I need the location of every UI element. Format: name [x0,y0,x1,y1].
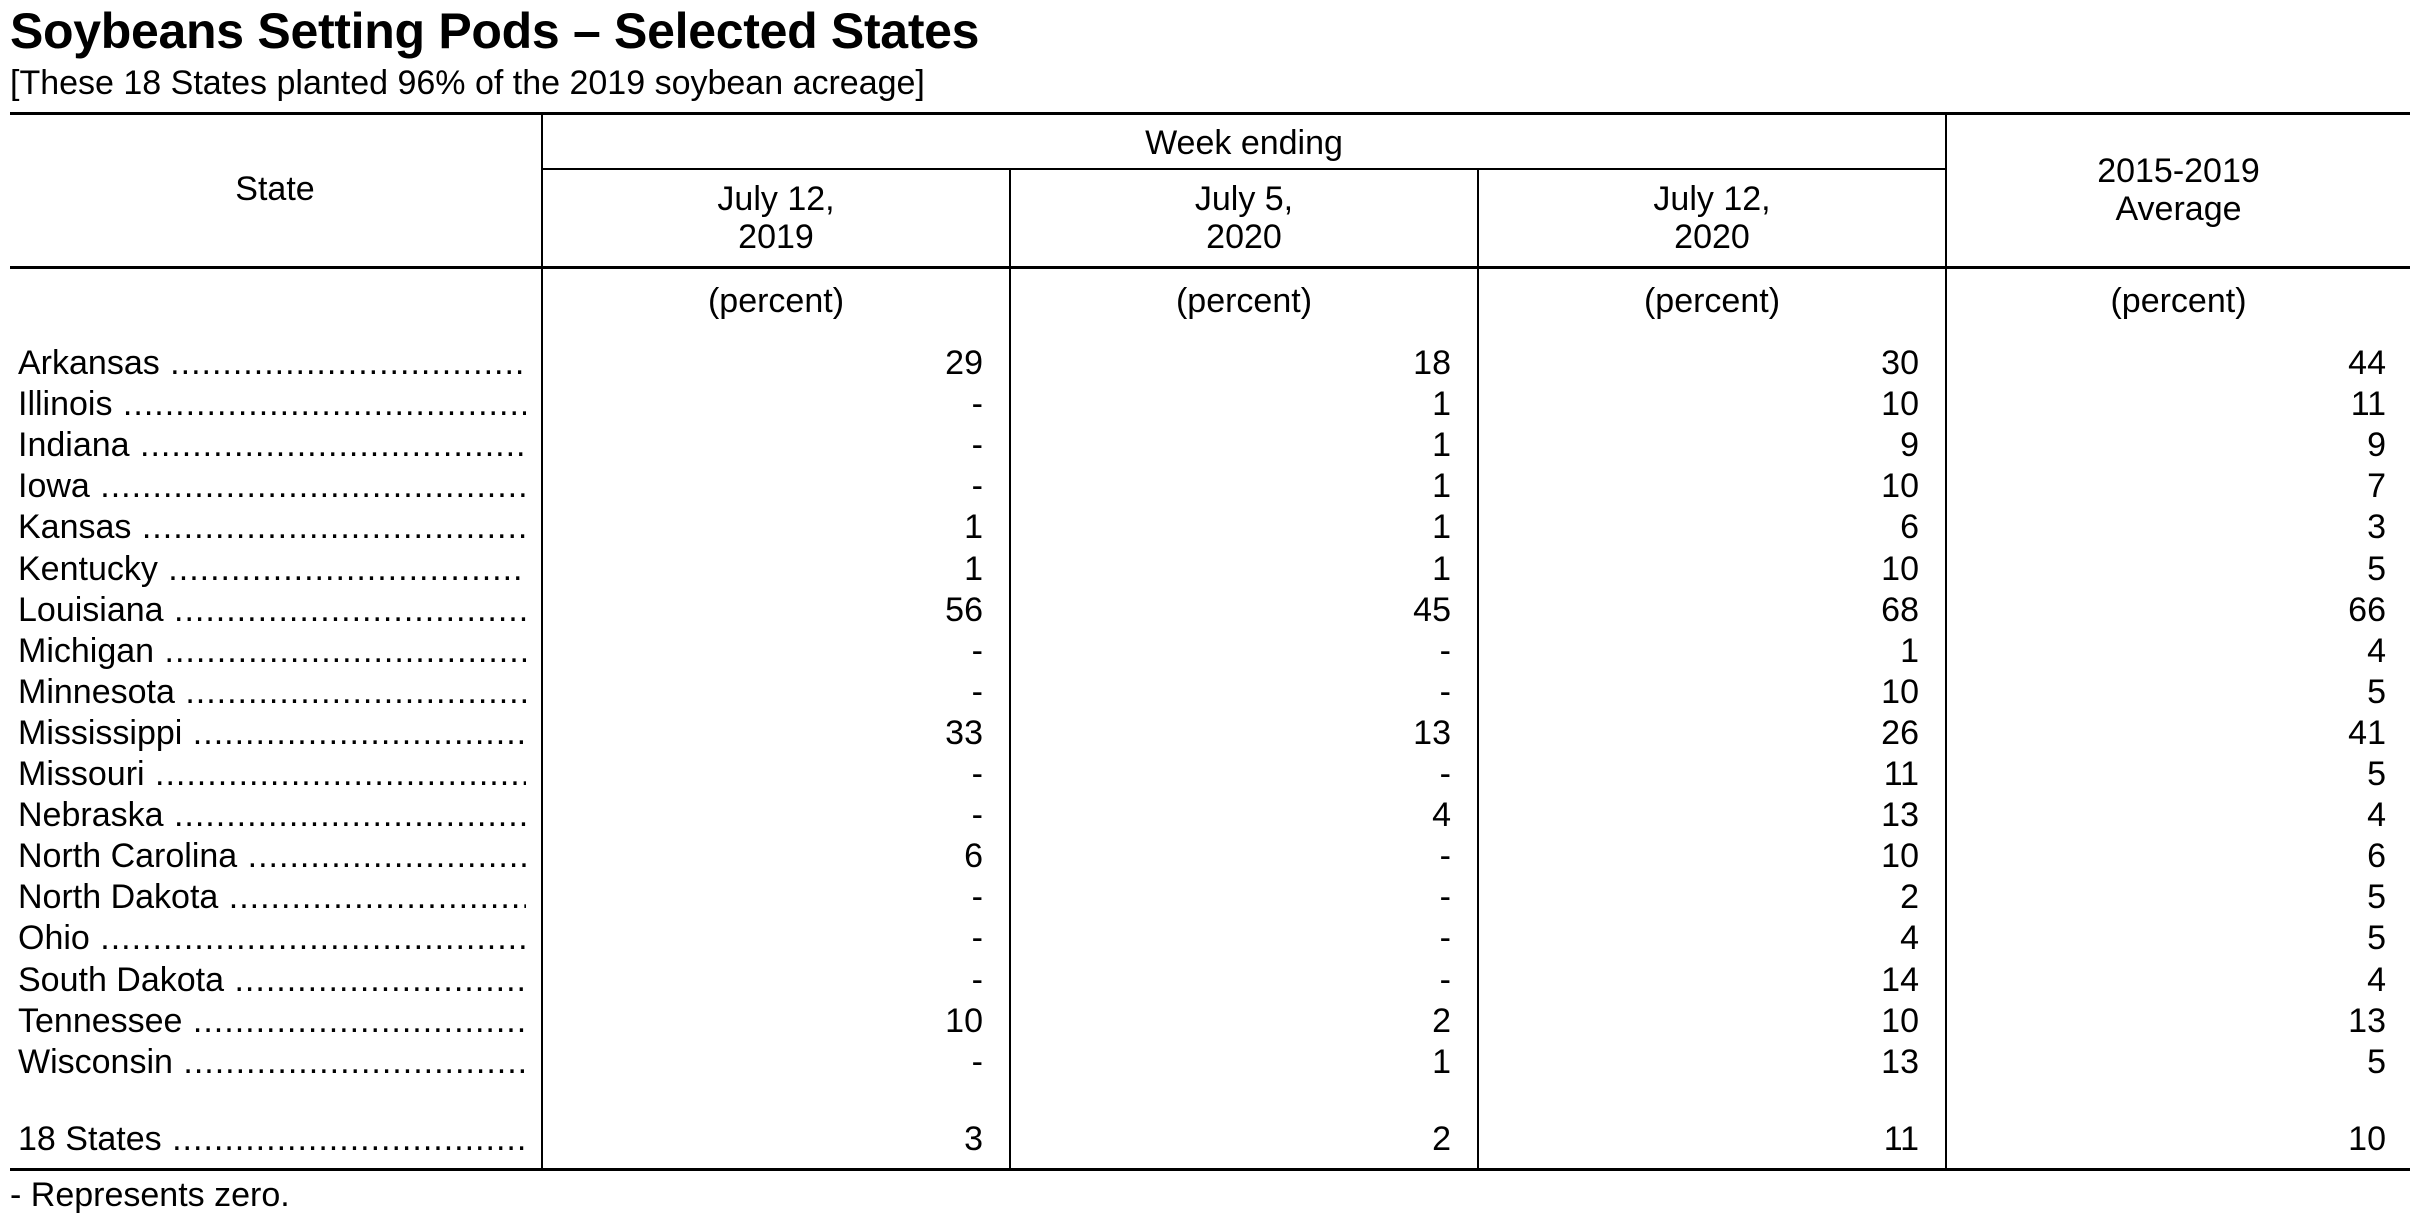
value-cell: - [971,672,983,711]
value-cell: 11 [1883,755,1919,793]
value-cell: 1 [1432,1042,1451,1081]
table-row [0,877,2410,918]
value-cell: 2 [1432,1001,1451,1040]
value-cell: 1 [1900,631,1919,670]
state-name: Iowa ..... [18,466,526,507]
unit-label: (percent) [707,282,845,320]
value-cell: - [1439,919,1451,958]
value-cell: 10 [1881,549,1919,588]
value-cell: - [971,878,983,917]
value-cell: - [1439,878,1451,917]
table-row [0,795,2410,836]
value-cell: 18 [1413,344,1451,382]
col-header-line: 2020 [1674,218,1750,256]
unit-label: (percent) [1643,282,1781,320]
value-cell: 2 [1900,878,1919,917]
value-cell: 41 [2348,713,2386,752]
value-cell: - [971,755,983,793]
value-cell: - [971,919,983,958]
value-cell: 10 [2348,1120,2386,1158]
state-name: Wisconsin ..... [18,1042,526,1083]
table-row [0,549,2410,590]
col-header-line: 2015-2019 [2097,152,2260,190]
state-column-header: State [235,170,315,208]
value-cell: 4 [2367,960,2386,999]
table-row [0,425,2410,466]
value-cell: 11 [1883,1120,1919,1158]
value-cell: 13 [2348,1001,2386,1040]
table-row [0,384,2410,425]
state-name: 18 States ..... [18,1119,526,1160]
value-cell: 10 [1881,837,1919,876]
state-name: Minnesota ..... [18,672,526,713]
value-cell: 44 [2348,344,2386,382]
table-row [0,343,2410,384]
week-ending-rule [542,168,1946,170]
col-july5-2020-header [1011,180,1477,256]
value-cell: 5 [2367,672,2386,711]
state-name: Tennessee ..... [18,1001,526,1042]
week-ending-header: Week ending [1145,124,1343,162]
value-cell: 13 [1881,796,1919,835]
col-average-header [1947,152,2410,228]
value-cell: 30 [1881,344,1919,382]
value-cell: 9 [2367,426,2386,465]
state-name: Indiana ..... [18,425,526,466]
value-cell: 6 [2367,837,2386,876]
value-cell: - [971,960,983,999]
value-cell: 68 [1881,590,1919,629]
state-name: Kansas ..... [18,507,526,548]
footnote: - Represents zero. [10,1176,290,1214]
value-cell: 5 [2367,919,2386,958]
col-header-line: July 5, [1194,180,1294,218]
value-cell: 1 [1432,426,1451,465]
col-header-line: July 12, [1653,180,1771,218]
col-july12-2020-header [1479,180,1945,256]
table-bottom-rule [10,1168,2410,1171]
state-name: Louisiana ..... [18,590,526,631]
value-cell: - [971,385,983,424]
value-cell: - [971,796,983,835]
value-cell: 4 [2367,796,2386,835]
value-cell: 10 [945,1001,983,1040]
value-cell: 66 [2348,590,2386,629]
state-name: Arkansas ..... [18,343,526,384]
value-cell: 1 [1432,385,1451,424]
value-cell: 10 [1881,1001,1919,1040]
value-cell: 13 [1881,1042,1919,1081]
value-cell: 10 [1881,385,1919,424]
value-cell: - [1439,672,1451,711]
value-cell: - [971,426,983,465]
table-row [0,672,2410,713]
value-cell: 14 [1881,960,1919,999]
value-cell: - [971,631,983,670]
col-july12-2019-header [543,180,1009,256]
value-cell: 1 [964,508,983,547]
table-row [0,836,2410,877]
table-row [0,631,2410,672]
col-header-line: Average [2115,190,2242,228]
table-row [0,918,2410,959]
value-cell: 10 [1881,672,1919,711]
table-row [0,713,2410,754]
value-cell: - [1439,837,1451,876]
unit-label: (percent) [1175,282,1313,320]
value-cell: 56 [945,590,983,629]
table-row [0,1001,2410,1042]
value-cell: 11 [2350,385,2386,424]
value-cell: 1 [1432,467,1451,506]
value-cell: 10 [1881,467,1919,506]
value-cell: 9 [1900,426,1919,465]
table-row [0,960,2410,1001]
table-row [0,754,2410,795]
value-cell: 45 [1413,590,1451,629]
col-header-line: July 12, [717,180,835,218]
value-cell: 1 [964,549,983,588]
value-cell: - [1439,755,1451,793]
value-cell: 33 [945,713,983,752]
value-cell: 5 [2367,755,2386,793]
value-cell: 1 [1432,508,1451,547]
state-name: Missouri ..... [18,754,526,795]
value-cell: 4 [1432,796,1451,835]
col-header-line: 2020 [1206,218,1282,256]
state-name: Mississippi ..... [18,713,526,754]
table-row [0,507,2410,548]
value-cell: 3 [964,1120,983,1158]
value-cell: 13 [1413,713,1451,752]
value-cell: 26 [1881,713,1919,752]
value-cell: - [1439,960,1451,999]
value-cell: 5 [2367,549,2386,588]
state-name: South Dakota ..... [18,960,526,1001]
value-cell: 7 [2367,467,2386,506]
unit-label: (percent) [2110,282,2247,320]
value-cell: 1 [1432,549,1451,588]
value-cell: 5 [2367,878,2386,917]
state-name: North Dakota ..... [18,877,526,918]
state-name: Illinois ..... [18,384,526,425]
table-top-rule [10,112,2410,115]
value-cell: 6 [1900,508,1919,547]
value-cell: 3 [2367,508,2386,547]
state-name: Nebraska ..... [18,795,526,836]
page-subtitle: [These 18 States planted 96% of the 2019 soybean acreage] [10,64,925,102]
state-name: North Carolina ..... [18,836,526,877]
table-row [0,590,2410,631]
table-row [0,466,2410,507]
value-cell: - [971,467,983,506]
state-name: Kentucky ..... [18,549,526,590]
table-row [0,1042,2410,1083]
value-cell: 29 [945,344,983,382]
state-name: Michigan ..... [18,631,526,672]
col-header-line: 2019 [738,218,814,256]
value-cell: 5 [2367,1042,2386,1081]
total-row [0,1119,2410,1160]
value-cell: - [971,1042,983,1081]
value-cell: 2 [1432,1120,1451,1158]
value-cell: 4 [1900,919,1919,958]
header-bottom-rule [10,266,2410,269]
value-cell: 4 [2367,631,2386,670]
value-cell: 6 [964,837,983,876]
value-cell: - [1439,631,1451,670]
state-name: Ohio ..... [18,918,526,959]
page-title: Soybeans Setting Pods – Selected States [10,3,980,59]
